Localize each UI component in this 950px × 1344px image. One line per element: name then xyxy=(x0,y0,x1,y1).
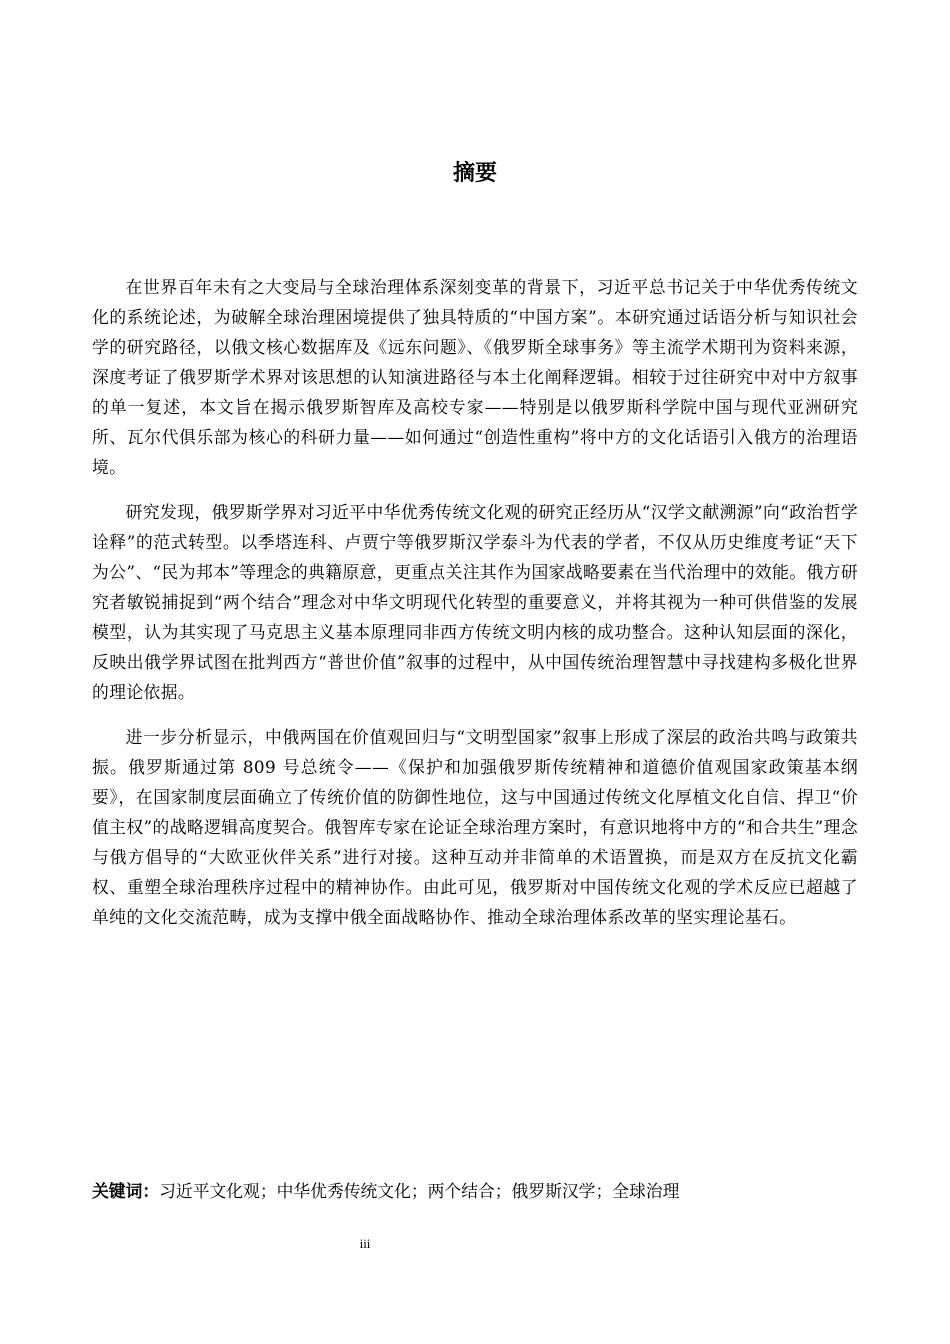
abstract-paragraph-1: 在世界百年未有之大变局与全球治理体系深刻变革的背景下，习近平总书记关于中华优秀传统文化的系统论述，为破解全球治理困境提供了独具特质的“中国方案”。本研究通过话语分析与知识社会学的研究路径，以俄文核心数据库及《远东问题》、《俄罗斯全球事务》等主流学术期刊为资料来源，深度考证了俄罗斯学术界对该思想的认知演进路径与本土化阐释逻辑。相较于过往研究中对中方叙事的单一复述，本文旨在揭示俄罗斯智库及高校专家——特别是以俄罗斯科学院中国与现代亚洲研究所、瓦尔代俱乐部为核心的科研力量——如何通过“创造性重构”将中方的文化话语引入俄方的治理语境。 xyxy=(92,277,858,477)
abstract-paragraph-3: 进一步分析显示，中俄两国在价值观回归与“文明型国家”叙事上形成了深层的政治共鸣与政策共振。俄罗斯通过第 809 号总统令——《保护和加强俄罗斯传统精神和道德价值观国家政策基本纲要》，在国家制度层面确立了传统价值的防御性地位，这与中国通过传统文化厚植文化自信、捍卫“价值主权”的战略逻辑高度契合。俄智库专家在论证全球治理方案时，有意识地将中方的“和合共生”理念与俄方倡导的“大欧亚伙伴关系”进行对接。这种互动并非简单的术语置换，而是双方在反抗文化霸权、重塑全球治理秩序过程中的精神协作。由此可见，俄罗斯对中国传统文化观的学术反应已超越了单纯的文化交流范畴，成为支撑中俄全面战略协作、推动全球治理体系改革的坚实理论基石。 xyxy=(92,727,858,927)
keywords-label: 关键词： xyxy=(92,1181,160,1201)
abstract-body xyxy=(92,272,858,947)
abstract-paragraph-2: 研究发现，俄罗斯学界对习近平中华优秀传统文化观的研究正经历从“汉学文献溯源”向“政治哲学诠释”的范式转型。以季塔连科、卢贾宁等俄罗斯汉学泰斗为代表的学者，不仅从历史维度考证“天下为公”、“民为邦本”等理念的典籍原意，更重点关注其作为国家战略要素在当代治理中的效能。俄方研究者敏锐捕捉到“两个结合”理念对中华文明现代化转型的重要意义，并将其视为一种可供借鉴的发展模型，认为其实现了马克思主义基本原理同非西方传统文明内核的成功整合。这种认知层面的深化，反映出俄学界试图在批判西方“普世价值”叙事的过程中，从中国传统治理智慧中寻找建构多极化世界的理论依据。 xyxy=(92,502,858,702)
keywords-line xyxy=(92,1176,858,1206)
keywords-text: 习近平文化观；中华优秀传统文化；两个结合；俄罗斯汉学；全球治理 xyxy=(159,1181,680,1201)
page-title: 摘要 xyxy=(452,161,497,186)
page-number: iii xyxy=(359,1236,371,1251)
